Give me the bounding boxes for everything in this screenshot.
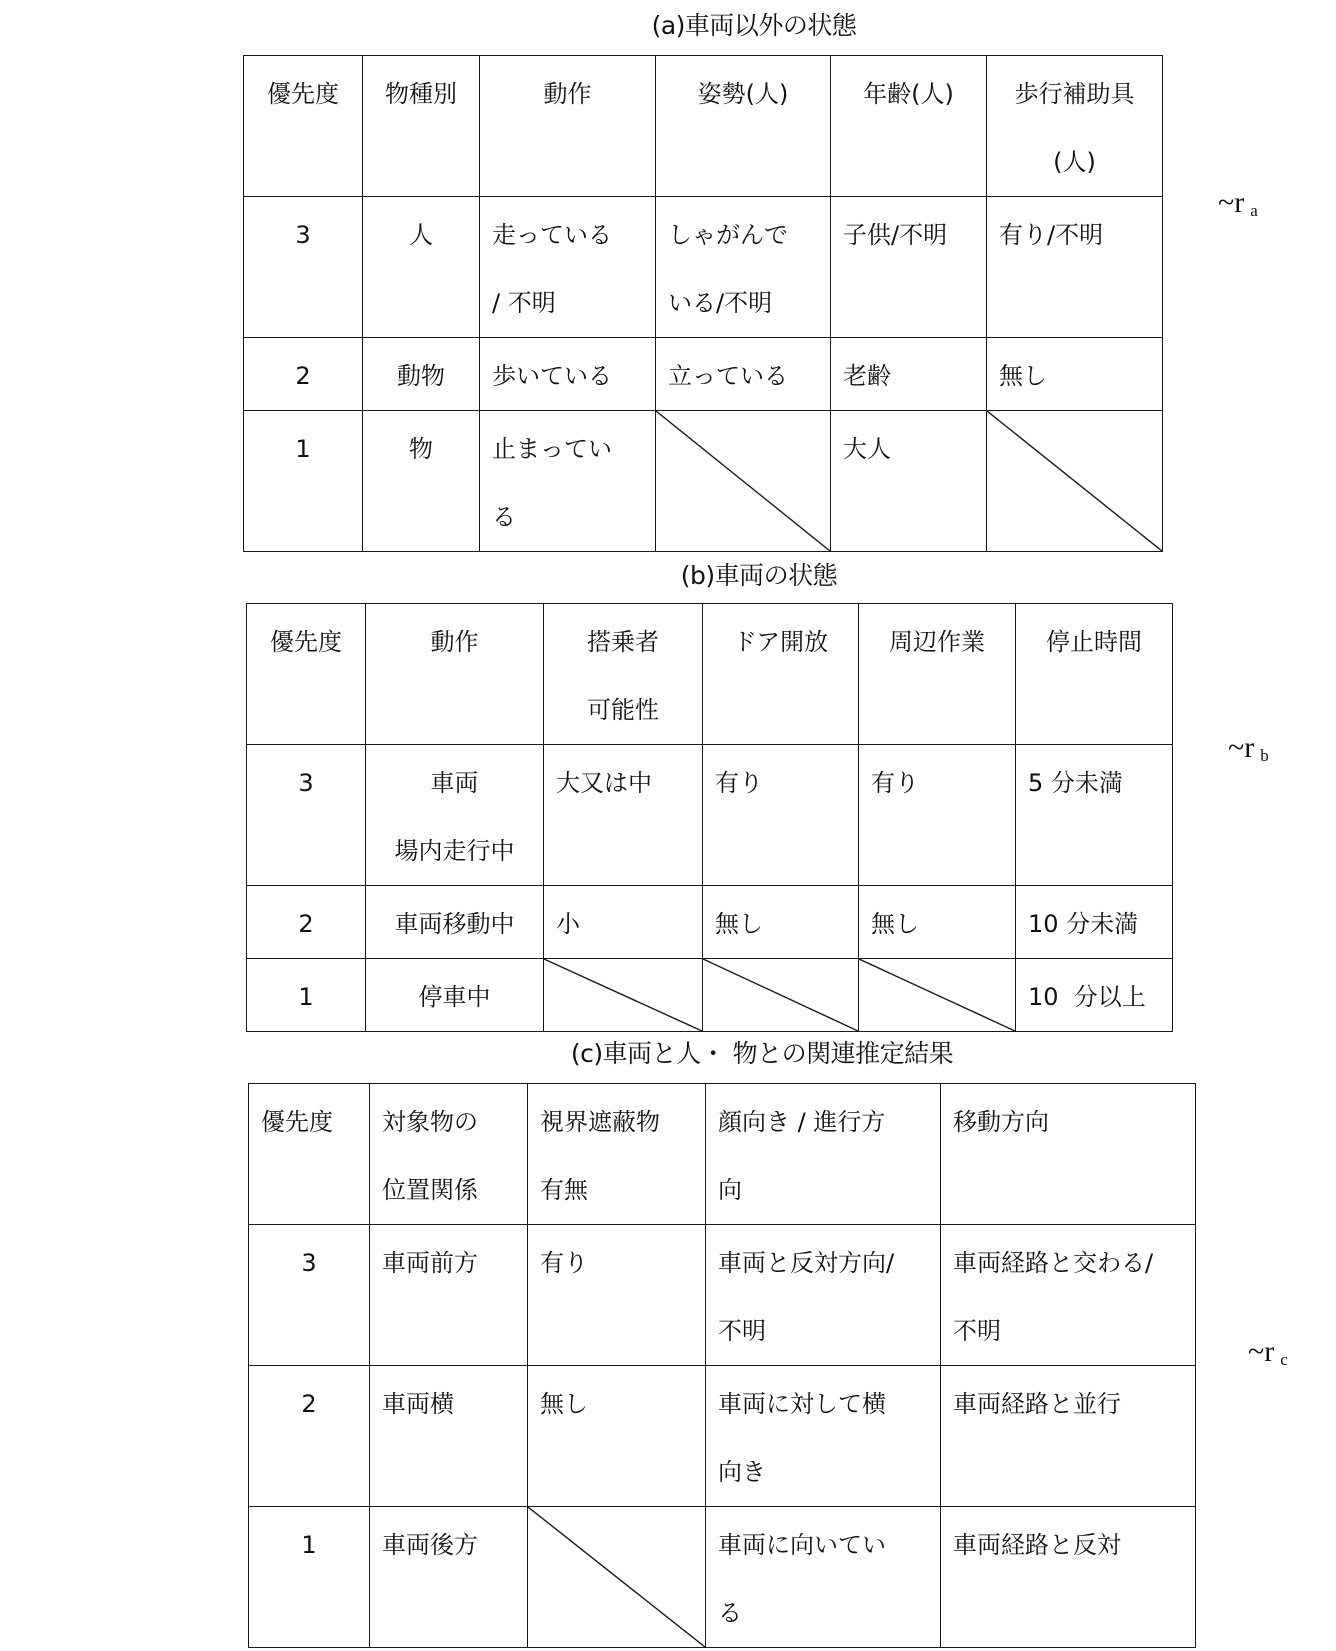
cell-passenger-possibility: 大又は中 — [544, 745, 703, 886]
table-b-vehicle-state — [246, 603, 1173, 1032]
cell-not-applicable — [656, 411, 831, 552]
cell-priority: 2 — [244, 338, 363, 411]
diagonal-slash-icon — [859, 959, 1015, 1031]
diagonal-slash-icon — [656, 411, 830, 551]
cell-priority: 2 — [247, 886, 366, 959]
cell-door-open: 無し — [703, 886, 859, 959]
table-a-non-vehicle-state — [243, 55, 1163, 552]
cell-priority: 1 — [247, 959, 366, 1032]
table-row — [244, 338, 1163, 411]
diagonal-slash-icon — [544, 959, 702, 1031]
table-c-vehicle-object-relation — [248, 1083, 1196, 1648]
cell-motion: 車両 場内走行中 — [366, 745, 544, 886]
header-object-type: 物種別 — [363, 56, 480, 197]
table-row — [249, 1225, 1196, 1366]
ref-symbol: ~r — [1248, 1335, 1275, 1368]
ref-subscript: a — [1250, 201, 1258, 220]
cell-motion: 歩いている — [480, 338, 656, 411]
cell-posture: 立っている — [656, 338, 831, 411]
header-door-open: ドア開放 — [703, 604, 859, 745]
table-header-row — [244, 56, 1163, 197]
diagonal-slash-icon — [703, 959, 858, 1031]
cell-movement-direction: 車両経路と並行 — [941, 1366, 1196, 1507]
header-motion: 動作 — [366, 604, 544, 745]
header-priority: 優先度 — [247, 604, 366, 745]
diagonal-slash-icon — [528, 1507, 705, 1647]
cell-posture: しゃがんで いる/不明 — [656, 197, 831, 338]
header-motion: 動作 — [480, 56, 656, 197]
header-priority: 優先度 — [249, 1084, 370, 1225]
cell-not-applicable — [703, 959, 859, 1032]
cell-door-open: 有り — [703, 745, 859, 886]
ref-label-b — [1228, 731, 1269, 765]
cell-face-direction: 車両に向いてい る — [706, 1507, 941, 1648]
cell-not-applicable — [544, 959, 703, 1032]
diagonal-slash-icon — [987, 411, 1162, 551]
cell-priority: 2 — [249, 1366, 370, 1507]
cell-priority: 3 — [249, 1225, 370, 1366]
cell-object-type: 物 — [363, 411, 480, 552]
cell-view-obstruction: 有り — [528, 1225, 706, 1366]
table-row — [247, 959, 1173, 1032]
cell-not-applicable — [528, 1507, 706, 1648]
table-header-row — [249, 1084, 1196, 1225]
ref-label-a — [1218, 186, 1258, 220]
cell-position-relation: 車両横 — [370, 1366, 528, 1507]
cell-stop-time: 10 分以上 — [1016, 959, 1173, 1032]
table-a-title: (a)車両以外の状態 — [651, 11, 857, 40]
cell-stop-time: 5 分未満 — [1016, 745, 1173, 886]
cell-face-direction: 車両と反対方向/ 不明 — [706, 1225, 941, 1366]
cell-priority: 3 — [247, 745, 366, 886]
cell-object-type: 動物 — [363, 338, 480, 411]
cell-motion: 停車中 — [366, 959, 544, 1032]
cell-movement-direction: 車両経路と反対 — [941, 1507, 1196, 1648]
cell-priority: 3 — [244, 197, 363, 338]
table-row — [249, 1366, 1196, 1507]
cell-walking-aid: 有り/不明 — [987, 197, 1163, 338]
ref-symbol: ~r — [1228, 731, 1255, 764]
cell-surrounding-work: 有り — [859, 745, 1016, 886]
cell-view-obstruction: 無し — [528, 1366, 706, 1507]
ref-subscript: b — [1260, 746, 1269, 765]
cell-not-applicable — [987, 411, 1163, 552]
header-walking-aid: 歩行補助具 (人) — [987, 56, 1163, 197]
header-age: 年齢(人) — [831, 56, 987, 197]
table-row — [244, 197, 1163, 338]
header-face-direction: 顔向き / 進行方 向 — [706, 1084, 941, 1225]
ref-symbol: ~r — [1218, 186, 1245, 219]
cell-age: 大人 — [831, 411, 987, 552]
cell-age: 子供/不明 — [831, 197, 987, 338]
cell-face-direction: 車両に対して横 向き — [706, 1366, 941, 1507]
table-b-title: (b)車両の状態 — [680, 561, 838, 590]
ref-label-c — [1248, 1335, 1288, 1369]
ref-subscript: c — [1280, 1350, 1288, 1369]
table-c-title: (c)車両と人・ 物との関連推定結果 — [570, 1039, 954, 1068]
table-header-row — [247, 604, 1173, 745]
cell-age: 老齢 — [831, 338, 987, 411]
header-surrounding-work: 周辺作業 — [859, 604, 1016, 745]
cell-priority: 1 — [249, 1507, 370, 1648]
cell-position-relation: 車両後方 — [370, 1507, 528, 1648]
header-movement-direction: 移動方向 — [941, 1084, 1196, 1225]
cell-motion: 止まってい る — [480, 411, 656, 552]
cell-surrounding-work: 無し — [859, 886, 1016, 959]
cell-passenger-possibility: 小 — [544, 886, 703, 959]
cell-motion: 車両移動中 — [366, 886, 544, 959]
table-row — [247, 886, 1173, 959]
cell-priority: 1 — [244, 411, 363, 552]
table-row — [249, 1507, 1196, 1648]
cell-stop-time: 10 分未満 — [1016, 886, 1173, 959]
cell-walking-aid: 無し — [987, 338, 1163, 411]
table-row — [244, 411, 1163, 552]
header-passenger-possibility: 搭乗者 可能性 — [544, 604, 703, 745]
cell-object-type: 人 — [363, 197, 480, 338]
header-view-obstruction: 視界遮蔽物 有無 — [528, 1084, 706, 1225]
header-position-relation: 対象物の 位置関係 — [370, 1084, 528, 1225]
table-row — [247, 745, 1173, 886]
cell-movement-direction: 車両経路と交わる/ 不明 — [941, 1225, 1196, 1366]
cell-motion: 走っている / 不明 — [480, 197, 656, 338]
cell-position-relation: 車両前方 — [370, 1225, 528, 1366]
header-priority: 優先度 — [244, 56, 363, 197]
cell-not-applicable — [859, 959, 1016, 1032]
header-stop-time: 停止時間 — [1016, 604, 1173, 745]
header-posture: 姿勢(人) — [656, 56, 831, 197]
